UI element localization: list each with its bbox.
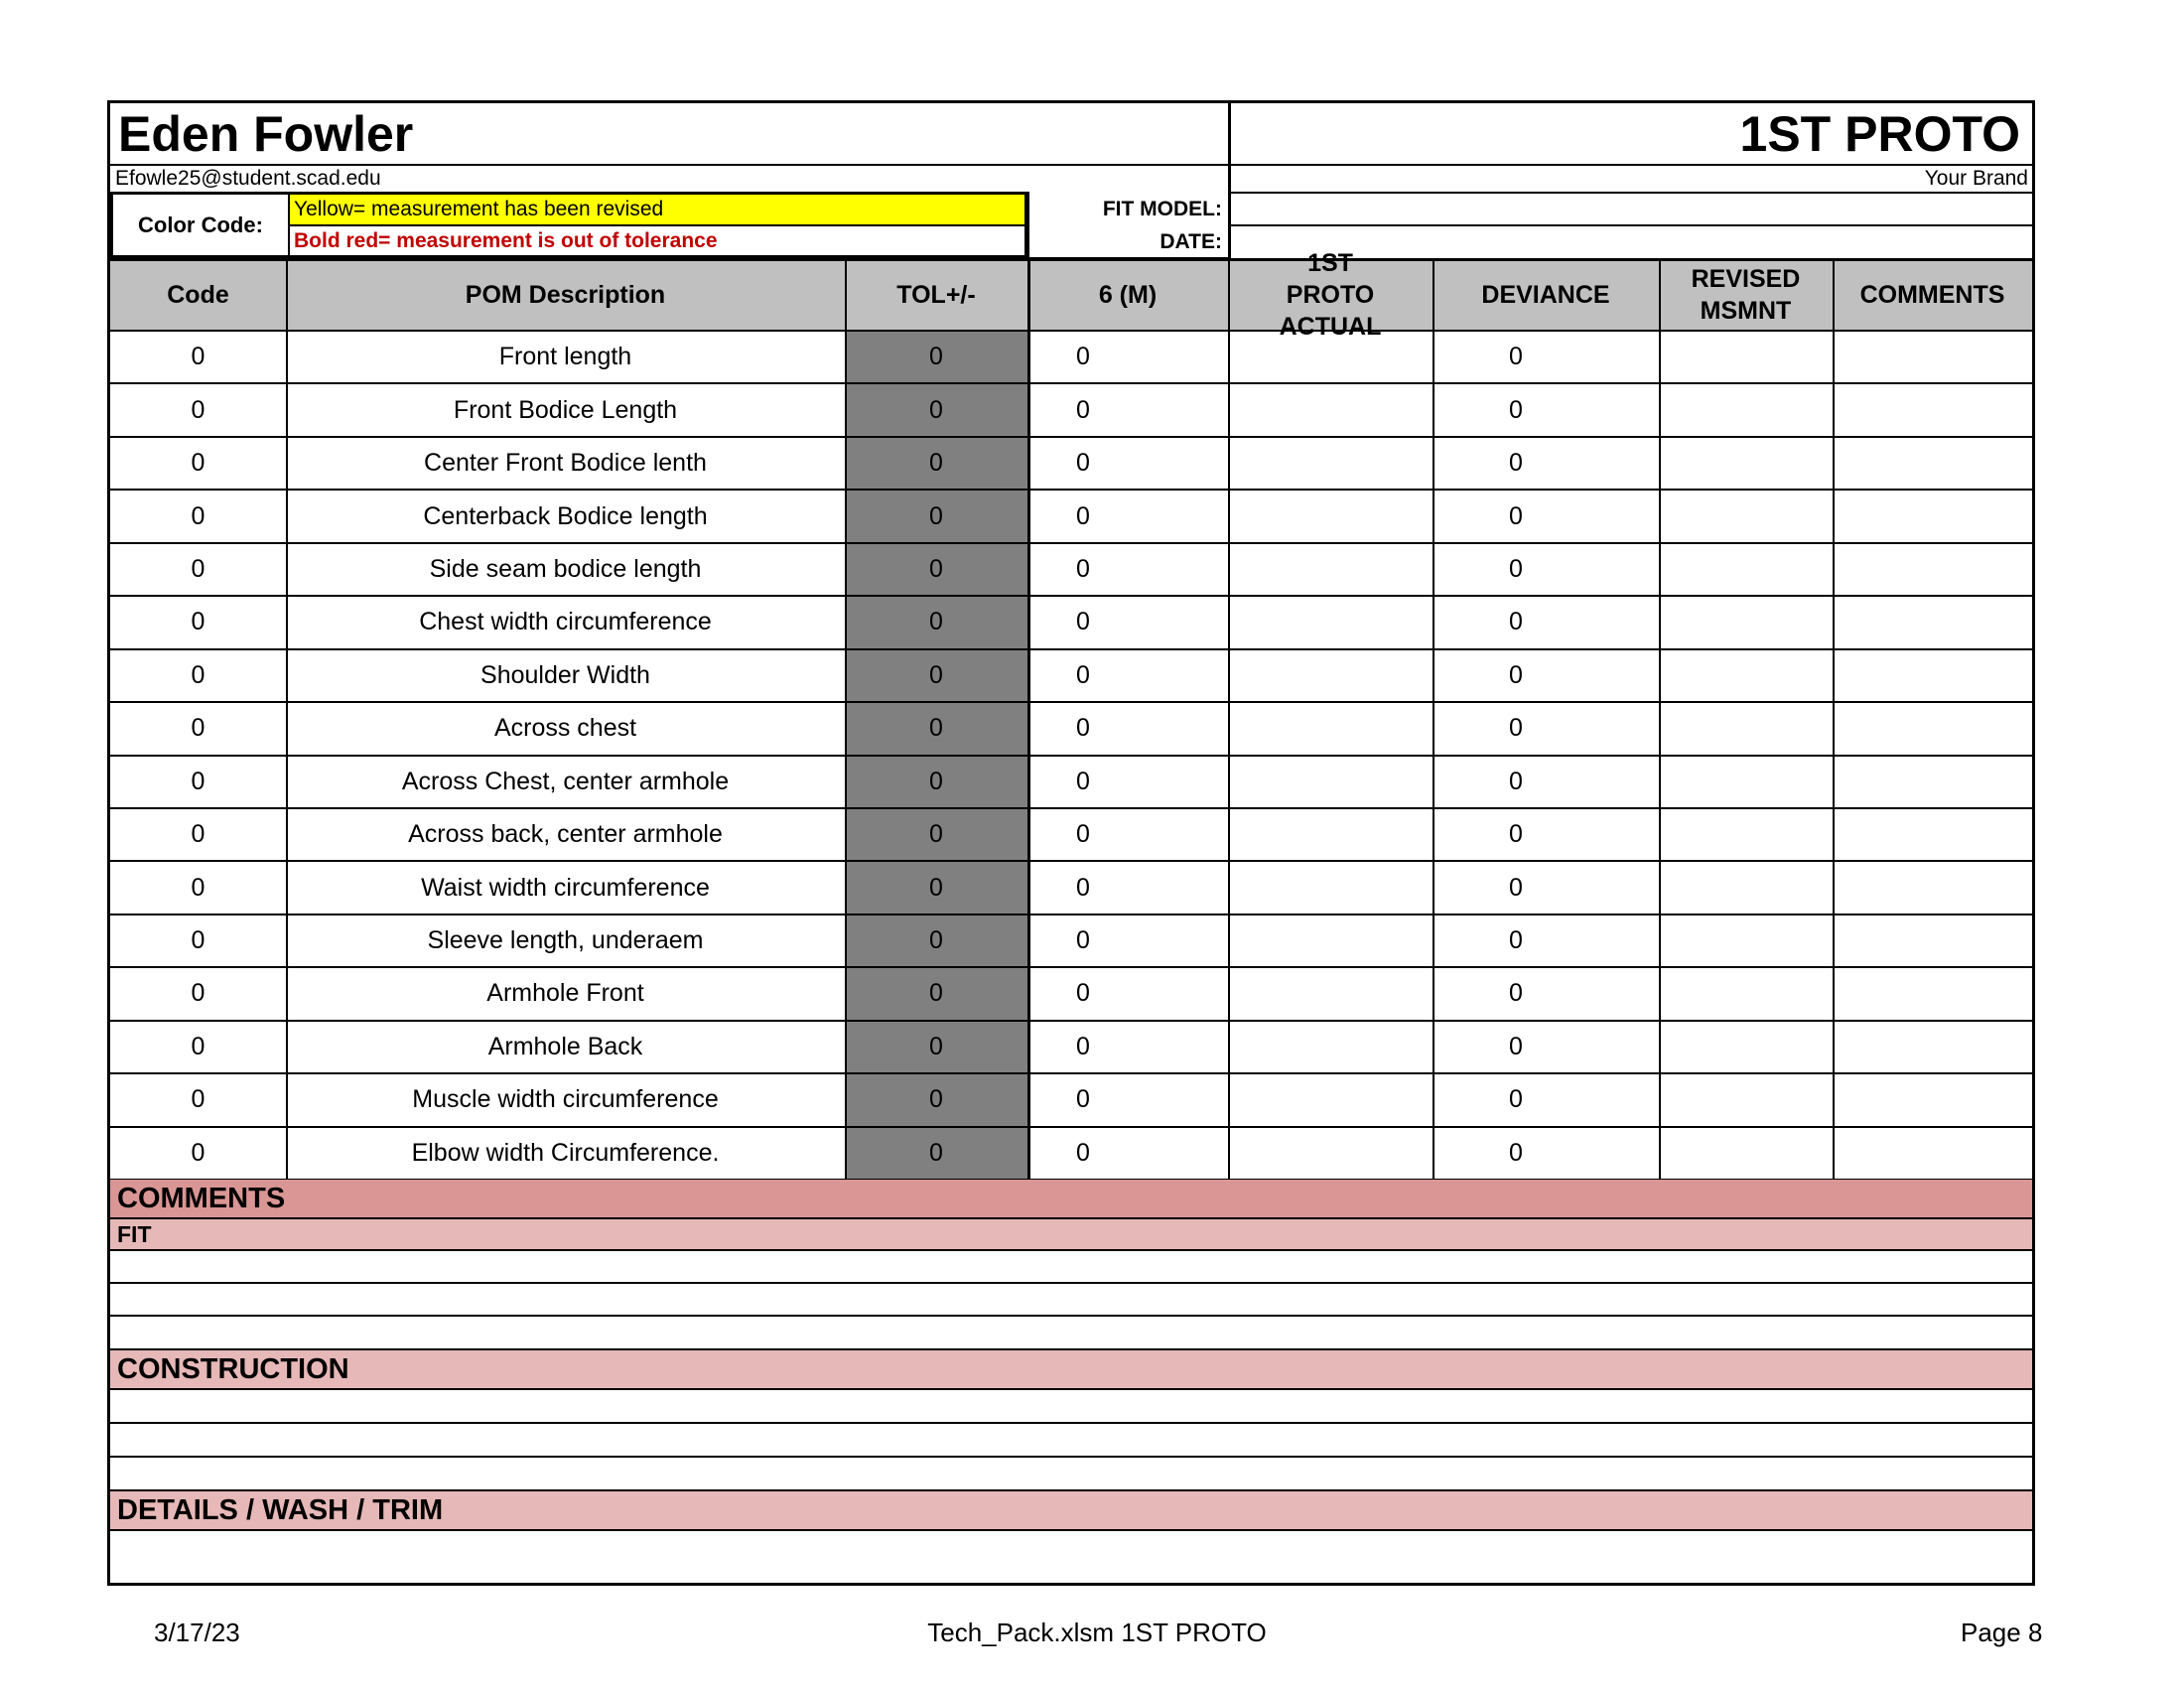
proto-actual-cell[interactable] [1228, 490, 1433, 542]
proto-actual-cell[interactable] [1228, 437, 1433, 490]
table-row [110, 756, 2032, 808]
table-row [110, 490, 2032, 542]
code-cell: 0 [191, 501, 205, 530]
size-cell: 0 [1076, 873, 1090, 902]
deviance-cell: 0 [1509, 660, 1523, 689]
code-cell: 0 [191, 820, 205, 849]
designer-name: Eden Fowler [118, 106, 414, 162]
tolerance-cell: 0 [929, 608, 943, 636]
table-row [110, 1073, 2032, 1126]
comments-cell[interactable] [1833, 331, 2032, 383]
pom-description-cell: Waist width circumference [421, 873, 710, 902]
sheet-title: 1ST PROTO [1739, 106, 2020, 162]
revised-msmnt-cell[interactable] [1659, 1021, 1833, 1073]
proto-actual-cell[interactable] [1228, 383, 1433, 436]
designer-email: Efowle25@student.scad.edu [115, 167, 381, 190]
comments-cell[interactable] [1833, 596, 2032, 648]
size-cell: 0 [1076, 820, 1090, 849]
tolerance-cell: 0 [929, 660, 943, 689]
footer-page: Page 8 [1961, 1618, 2043, 1647]
pom-description-cell: Sleeve length, underaem [427, 926, 704, 955]
revised-msmnt-cell[interactable] [1659, 331, 1833, 383]
code-cell: 0 [191, 767, 205, 795]
proto-actual-cell[interactable] [1228, 914, 1433, 967]
deviance-cell: 0 [1509, 608, 1523, 636]
revised-msmnt-cell[interactable] [1659, 596, 1833, 648]
fit-heading: FIT [110, 1219, 2032, 1249]
comments-cell[interactable] [1833, 490, 2032, 542]
details-notes-line-1[interactable] [110, 1531, 2032, 1583]
tolerance-cell: 0 [929, 926, 943, 955]
comments-cell[interactable] [1833, 756, 2032, 808]
size-cell: 0 [1076, 395, 1090, 424]
comments-cell[interactable] [1833, 437, 2032, 490]
col-tolerance: TOL+/- [896, 281, 976, 309]
deviance-cell: 0 [1509, 767, 1523, 795]
pom-description-cell: Across Chest, center armhole [401, 767, 730, 795]
fit-notes-line-3[interactable] [110, 1317, 2032, 1347]
size-cell: 0 [1076, 1138, 1090, 1167]
date-label: DATE: [1160, 230, 1222, 253]
footer-date: 3/17/23 [154, 1618, 240, 1647]
col-proto-actual: 1ST PROTO ACTUAL [1279, 249, 1382, 341]
tolerance-cell: 0 [929, 343, 943, 371]
table-row [110, 543, 2032, 596]
deviance-cell: 0 [1509, 1138, 1523, 1167]
color-code-box [110, 192, 1027, 258]
comments-cell[interactable] [1833, 702, 2032, 755]
comments-cell[interactable] [1833, 649, 2032, 702]
code-cell: 0 [191, 1032, 205, 1060]
pom-description-cell: Side seam bodice length [429, 554, 702, 583]
comments-heading: COMMENTS [110, 1180, 2032, 1218]
col-code: Code [167, 281, 229, 309]
deviance-cell: 0 [1509, 979, 1523, 1008]
deviance-cell: 0 [1509, 926, 1523, 955]
table-row [110, 649, 2032, 702]
col-pom-description: POM Description [465, 281, 666, 309]
col-deviance: DEVIANCE [1481, 281, 1610, 309]
table-row [110, 808, 2032, 861]
proto-actual-cell[interactable] [1228, 967, 1433, 1020]
revised-msmnt-cell[interactable] [1659, 490, 1833, 542]
tolerance-cell: 0 [929, 395, 943, 424]
size-cell: 0 [1076, 714, 1090, 743]
size-cell: 0 [1076, 1085, 1090, 1114]
revised-msmnt-cell[interactable] [1659, 861, 1833, 914]
pom-description-cell: Center Front Bodice lenth [424, 449, 707, 478]
pom-description-cell: Across back, center armhole [408, 820, 723, 849]
comments-cell[interactable] [1833, 914, 2032, 967]
deviance-cell: 0 [1509, 820, 1523, 849]
size-cell: 0 [1076, 343, 1090, 371]
pom-description-cell: Chest width circumference [419, 608, 712, 636]
revised-msmnt-cell[interactable] [1659, 702, 1833, 755]
comments-cell[interactable] [1833, 1021, 2032, 1073]
tolerance-cell: 0 [929, 979, 943, 1008]
code-cell: 0 [191, 926, 205, 955]
tolerance-cell: 0 [929, 767, 943, 795]
revised-msmnt-cell[interactable] [1659, 967, 1833, 1020]
size-cell: 0 [1076, 926, 1090, 955]
tolerance-cell: 0 [929, 714, 943, 743]
construction-notes-line-2[interactable] [110, 1424, 2032, 1455]
pom-description-cell: Armhole Back [487, 1032, 643, 1060]
spec-sheet [107, 100, 2035, 1586]
color-code-label: Color Code: [138, 211, 263, 237]
size-cell: 0 [1076, 660, 1090, 689]
construction-heading: CONSTRUCTION [110, 1350, 2032, 1388]
code-cell: 0 [191, 979, 205, 1008]
revised-msmnt-cell[interactable] [1659, 383, 1833, 436]
size-cell: 0 [1076, 979, 1090, 1008]
code-cell: 0 [191, 554, 205, 583]
code-cell: 0 [191, 449, 205, 478]
tolerance-cell: 0 [929, 1085, 943, 1114]
revised-msmnt-cell[interactable] [1659, 808, 1833, 861]
proto-actual-cell[interactable] [1228, 861, 1433, 914]
code-cell: 0 [191, 1138, 205, 1167]
table-row [110, 914, 2032, 967]
color-code-yellow: Yellow= measurement has been revised [290, 195, 1024, 224]
details-wash-trim-heading: DETAILS / WASH / TRIM [110, 1491, 2032, 1529]
pom-description-cell: Across chest [493, 714, 637, 743]
code-cell: 0 [191, 395, 205, 424]
revised-msmnt-cell[interactable] [1659, 1073, 1833, 1126]
pom-description-cell: Armhole Front [486, 979, 644, 1008]
table-row [110, 967, 2032, 1020]
deviance-cell: 0 [1509, 1032, 1523, 1060]
pom-description-cell: Shoulder Width [480, 660, 650, 689]
revised-msmnt-cell[interactable] [1659, 914, 1833, 967]
pom-description-cell: Centerback Bodice length [423, 501, 708, 530]
fit-model-label: FIT MODEL: [1102, 198, 1222, 220]
size-cell: 0 [1076, 608, 1090, 636]
col-comments: COMMENTS [1859, 281, 2005, 309]
size-cell: 0 [1076, 554, 1090, 583]
deviance-cell: 0 [1509, 343, 1523, 371]
pom-description-cell: Elbow width Circumference. [411, 1138, 720, 1167]
brand-name: Your Brand [1924, 167, 2028, 190]
code-cell: 0 [191, 1085, 205, 1114]
construction-notes-line-1[interactable] [110, 1390, 2032, 1421]
comments-cell[interactable] [1833, 383, 2032, 436]
deviance-cell: 0 [1509, 873, 1523, 902]
tolerance-cell: 0 [929, 1032, 943, 1060]
proto-actual-cell[interactable] [1228, 649, 1433, 702]
comments-cell[interactable] [1833, 967, 2032, 1020]
deviance-cell: 0 [1509, 554, 1523, 583]
proto-actual-cell[interactable] [1228, 596, 1433, 648]
pom-description-cell: Front Bodice Length [453, 395, 678, 424]
revised-msmnt-cell[interactable] [1659, 543, 1833, 596]
comments-cell[interactable] [1833, 543, 2032, 596]
construction-notes-line-3[interactable] [110, 1458, 2032, 1488]
tolerance-cell: 0 [929, 1138, 943, 1167]
tolerance-cell: 0 [929, 449, 943, 478]
col-revised-msmnt: REVISED MSMNT [1691, 265, 1801, 325]
code-cell: 0 [191, 714, 205, 743]
revised-msmnt-cell[interactable] [1659, 756, 1833, 808]
proto-actual-cell[interactable] [1228, 702, 1433, 755]
fit-notes-line-1[interactable] [110, 1251, 2032, 1282]
table-row [110, 1127, 2032, 1180]
proto-actual-cell[interactable] [1228, 1021, 1433, 1073]
fit-model-value[interactable] [1230, 194, 2030, 224]
table-row [110, 383, 2032, 436]
footer-file: Tech_Pack.xlsm 1ST PROTO [927, 1618, 1267, 1647]
deviance-cell: 0 [1509, 1085, 1523, 1114]
deviance-cell: 0 [1509, 714, 1523, 743]
comments-cell[interactable] [1833, 1127, 2032, 1180]
comments-cell[interactable] [1833, 861, 2032, 914]
fit-notes-line-2[interactable] [110, 1284, 2032, 1315]
deviance-cell: 0 [1509, 449, 1523, 478]
comments-cell[interactable] [1833, 1073, 2032, 1126]
revised-msmnt-cell[interactable] [1659, 437, 1833, 490]
table-row [110, 702, 2032, 755]
table-row [110, 331, 2032, 383]
tolerance-cell: 0 [929, 554, 943, 583]
size-cell: 0 [1076, 449, 1090, 478]
code-cell: 0 [191, 660, 205, 689]
size-cell: 0 [1076, 501, 1090, 530]
proto-actual-cell[interactable] [1228, 808, 1433, 861]
table-row [110, 861, 2032, 914]
col-size: 6 (M) [1098, 281, 1158, 309]
tolerance-cell: 0 [929, 820, 943, 849]
code-cell: 0 [191, 343, 205, 371]
tolerance-cell: 0 [929, 873, 943, 902]
comments-cell[interactable] [1833, 808, 2032, 861]
proto-actual-cell[interactable] [1228, 756, 1433, 808]
tolerance-cell: 0 [929, 501, 943, 530]
proto-actual-cell[interactable] [1228, 543, 1433, 596]
table-row [110, 596, 2032, 648]
proto-actual-cell[interactable] [1228, 1073, 1433, 1126]
deviance-cell: 0 [1509, 501, 1523, 530]
proto-actual-cell[interactable] [1228, 1127, 1433, 1180]
code-cell: 0 [191, 608, 205, 636]
revised-msmnt-cell[interactable] [1659, 1127, 1833, 1180]
pom-description-cell: Front length [498, 343, 632, 371]
color-code-red: Bold red= measurement is out of tolerance [294, 229, 718, 252]
code-cell: 0 [191, 873, 205, 902]
proto-actual-cell[interactable] [1228, 331, 1433, 383]
revised-msmnt-cell[interactable] [1659, 649, 1833, 702]
size-cell: 0 [1076, 1032, 1090, 1060]
deviance-cell: 0 [1509, 395, 1523, 424]
size-cell: 0 [1076, 767, 1090, 795]
table-row [110, 1021, 2032, 1073]
table-row [110, 437, 2032, 490]
pom-description-cell: Muscle width circumference [412, 1085, 719, 1114]
